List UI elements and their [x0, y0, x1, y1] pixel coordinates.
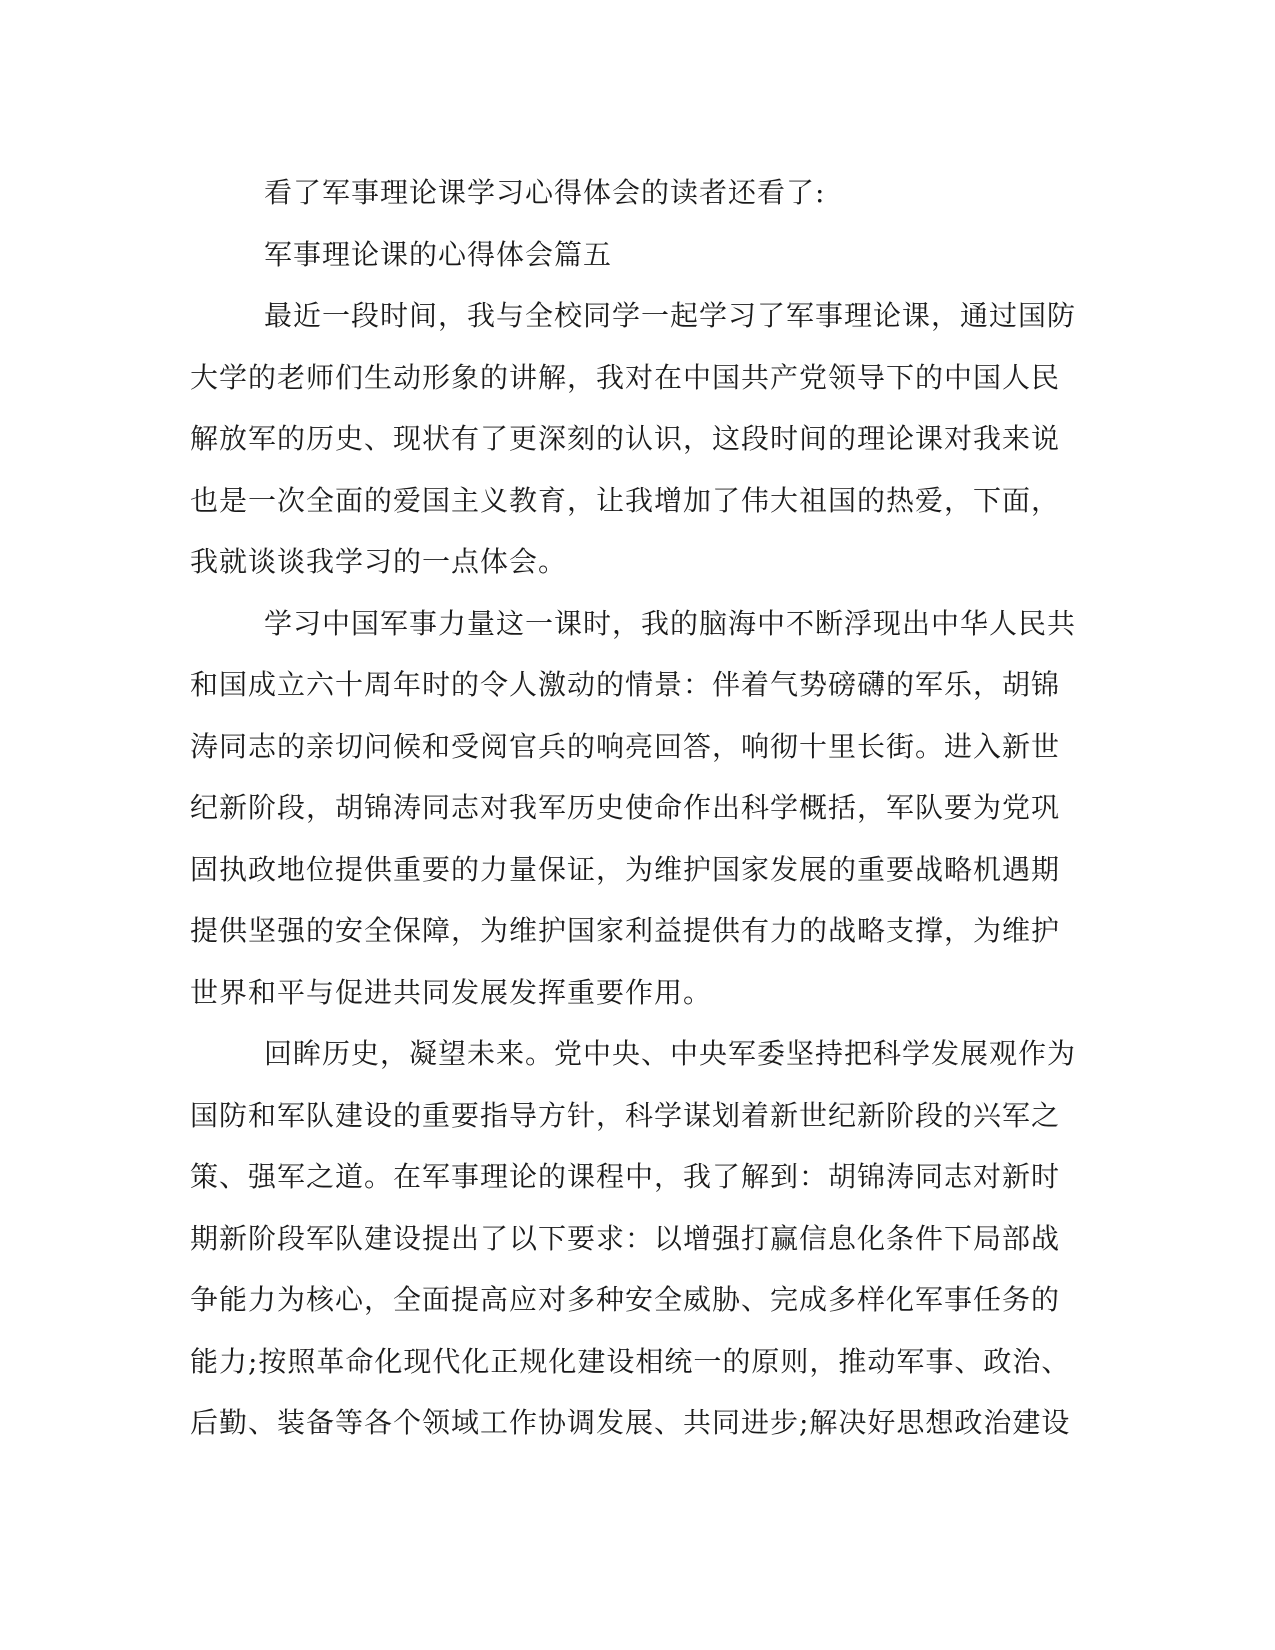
- text-line: 固执政地位提供重要的力量保证，为维护国家发展的重要战略机遇期: [190, 852, 1061, 886]
- text-line: 策、强军之道。在军事理论的课程中，我了解到：胡锦涛同志对新时: [190, 1160, 1061, 1193]
- text-line: 看了军事理论课学习心得体会的读者还看了:: [264, 176, 826, 209]
- text-line: 和国成立六十周年时的令人激动的情景：伴着气势磅礴的军乐，胡锦: [190, 668, 1061, 701]
- text-line: 提供坚强的安全保障，为维护国家利益提供有力的战略支撑，为维护: [190, 914, 1061, 947]
- text-line: 期新阶段军队建设提出了以下要求：以增强打赢信息化条件下局部战: [190, 1221, 1061, 1255]
- text-line: 后勤、装备等各个领域工作协调发展、共同进步;解决好思想政治建设: [190, 1406, 1071, 1439]
- text-line: 纪新阶段，胡锦涛同志对我军历史使命作出科学概括，军队要为党巩: [190, 791, 1061, 824]
- text-line: 解放军的历史、现状有了更深刻的认识，这段时间的理论课对我来说: [190, 422, 1061, 455]
- document-body: [190, 162, 1075, 1454]
- text-line: 国防和军队建设的重要指导方针，科学谋划着新世纪新阶段的兴军之: [190, 1098, 1061, 1132]
- text-line: 争能力为核心，全面提高应对多种安全威胁、完成多样化军事任务的: [190, 1283, 1061, 1316]
- text-line: 军事理论课的心得体会篇五: [264, 237, 613, 271]
- text-line: 也是一次全面的爱国主义教育，让我增加了伟大祖国的热爱，下面，: [190, 483, 1061, 517]
- text-line: 能力;按照革命化现代化正规化建设相统一的原则，推动军事、政治、: [190, 1344, 1071, 1378]
- text-line: 大学的老师们生动形象的讲解，我对在中国共产党领导下的中国人民: [190, 360, 1061, 394]
- text-line: 世界和平与促进共同发展发挥重要作用。: [190, 975, 713, 1009]
- text-line: 最近一段时间，我与全校同学一起学习了军事理论课，通过国防: [264, 299, 1077, 332]
- text-line: 涛同志的亲切问候和受阅官兵的响亮回答，响彻十里长街。进入新世: [190, 729, 1061, 763]
- text-line: 我就谈谈我学习的一点体会。: [190, 545, 568, 578]
- text-line: 学习中国军事力量这一课时，我的脑海中不断浮现出中华人民共: [264, 606, 1077, 640]
- text-line: 回眸历史，凝望未来。党中央、中央军委坚持把科学发展观作为: [264, 1037, 1077, 1070]
